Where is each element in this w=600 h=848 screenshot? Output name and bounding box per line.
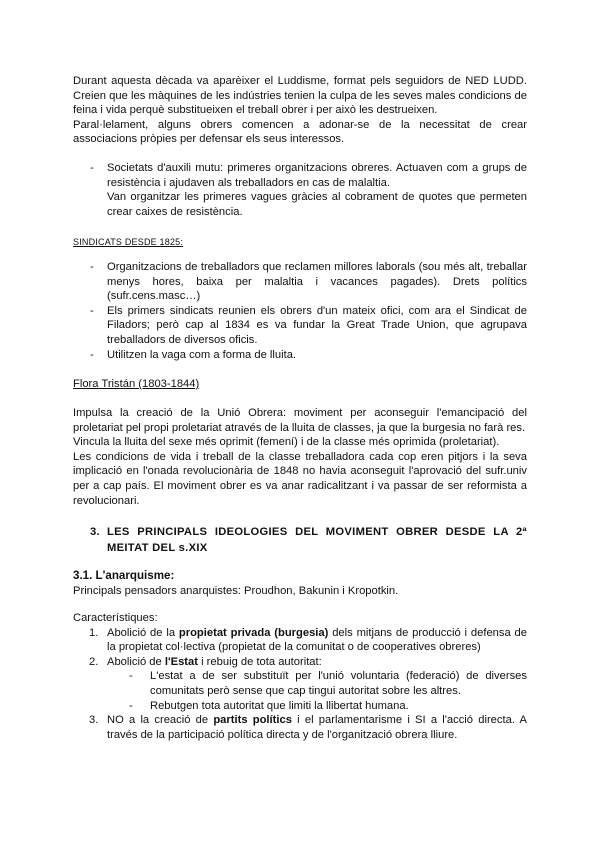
- list-item: - Els primers sindicats reunien els obrers d'un mateix ofici, com ara el Sindicat de Filadors; però cap al 1834 es va fundar la Great Trade Union, que agrupava treballadors de diversos oficis.: [73, 304, 527, 348]
- item-text: Abolició de: [107, 655, 165, 668]
- list-item: [73, 655, 527, 670]
- flora-section: [73, 406, 527, 508]
- characteristics-heading: Característiques:: [73, 612, 158, 624]
- flora-paragraph-3: Les condicions de vida i treball de la classe treballadora cada cop eren pitjors i la seva implicació en l'onada revolucionària de 1848 no havia aconseguit l'aprovació del sufr.univ per a cap país. El moviment obrer es va anar radicalitzant i va passar de ser reformista a revolucionari.: [73, 450, 527, 507]
- section-3-title-text: LES PRINCIPALS IDEOLOGIES DEL MOVIMENT OBRER DESDE LA 2ª MEITAT DEL s.XIX: [107, 526, 527, 554]
- flora-heading-text: Flora Tristán (1803-1844): [73, 378, 200, 390]
- list-item: - Utilitzen la vaga com a forma de lluita.: [73, 348, 527, 363]
- section-3-number: 3.: [90, 526, 100, 538]
- flora-heading: [73, 377, 527, 392]
- flora-paragraph-1: Impulsa la creació de la Unió Obrera: moviment per aconseguir l'emancipació del proletariat pel propi proletariat através de la lluita de classes, ja que la burgesia no farà res.: [73, 407, 527, 434]
- list-item: [73, 161, 527, 219]
- sublist-item: - L'estat a de ser substituït per l'unió voluntaria (federació) de diverses comunitats però sense que cap tingui autoritat sobre les altres.: [73, 669, 527, 698]
- item-number: 2.: [89, 655, 99, 668]
- item-bold-text: partits polítics: [213, 714, 292, 727]
- item-bold-text: propietat privada (burgesia): [178, 626, 329, 639]
- mutual-aid-strikes-text: Van organitzar les primeres vagues gràcies al cobrament de quotes que permeten crear caixes de resistència.: [107, 191, 527, 218]
- characteristics-list: [73, 626, 527, 670]
- item-text: Abolició de la: [107, 626, 179, 639]
- flora-paragraph-2: Vincula la lluita del sexe més oprimit (femení) i de la classe més oprimida (proletariat).: [73, 436, 500, 449]
- sublist-item: - Rebutgen tota autoritat que limiti la llibertat humana.: [73, 699, 527, 714]
- characteristics-section: [73, 611, 527, 742]
- section-3-title: [73, 524, 527, 556]
- sindicats-heading: [73, 235, 527, 250]
- mutual-aid-text: - Societats d'auxili mutu: primeres organitzacions obreres. Actuaven com a grups de resistència i ajudaven als treballadors en cas de malaltia.: [107, 162, 527, 189]
- list-item: [73, 713, 527, 742]
- item-text: i el parlamentarisme i SI a l'acció directa. A través de la participació política directa y de l'organització obrera lliure.: [107, 714, 527, 741]
- anarquisme-thinkers: Principals pensadors anarquistes: Proudhon, Bakunin i Kropotkin.: [73, 584, 399, 597]
- list-item: - Organitzacions de treballadors que reclamen millores laborals (sou més alt, treballar menys hores, baixa per malaltia i vacances pagades). Drets polítics (sufr.cens.masc…): [73, 260, 527, 304]
- item-number: 3.: [89, 714, 99, 727]
- anarquisme-section: [73, 569, 527, 598]
- item-bold-text: l'Estat: [164, 655, 198, 668]
- sindicats-section: [73, 260, 527, 362]
- item-text: dels mitjans de producció i defensa de la propietat col·lectiva (propietat de la comunitat o de cooperatives obreres): [107, 626, 528, 654]
- anarquisme-heading: 3.1. L'anarquisme:: [73, 569, 175, 582]
- item-number: 1.: [89, 626, 99, 639]
- sindicats-list: [73, 260, 527, 362]
- sindicats-heading-text: SINDICATS DESDE 1825:: [73, 237, 184, 247]
- item-text: NO a la creació de: [107, 714, 214, 727]
- intro-section: [73, 74, 527, 147]
- list-item: [73, 626, 527, 655]
- luddism-paragraph: Durant aquesta dècada va aparèixer el Luddisme, format pels seguidors de NED LUDD. Creien que les màquines de les indústries tenien la culpa de les seves males condicions de feina i vida perquè substitueixen el treball obrer i per això les destrueixen.: [73, 75, 527, 117]
- mutual-aid-list: [73, 161, 527, 219]
- item-text: i rebuig de tota autoritat:: [197, 655, 322, 668]
- section-3-heading: [73, 524, 527, 556]
- associations-paragraph: Paral·lelament, alguns obrers comencen a adonar-se de la necessitat de crear associacions pròpies per defensar els seus interessos.: [73, 118, 527, 146]
- mutual-aid-section: [73, 161, 527, 219]
- state-sublist: [73, 669, 527, 713]
- characteristics-list-continued: [73, 713, 527, 742]
